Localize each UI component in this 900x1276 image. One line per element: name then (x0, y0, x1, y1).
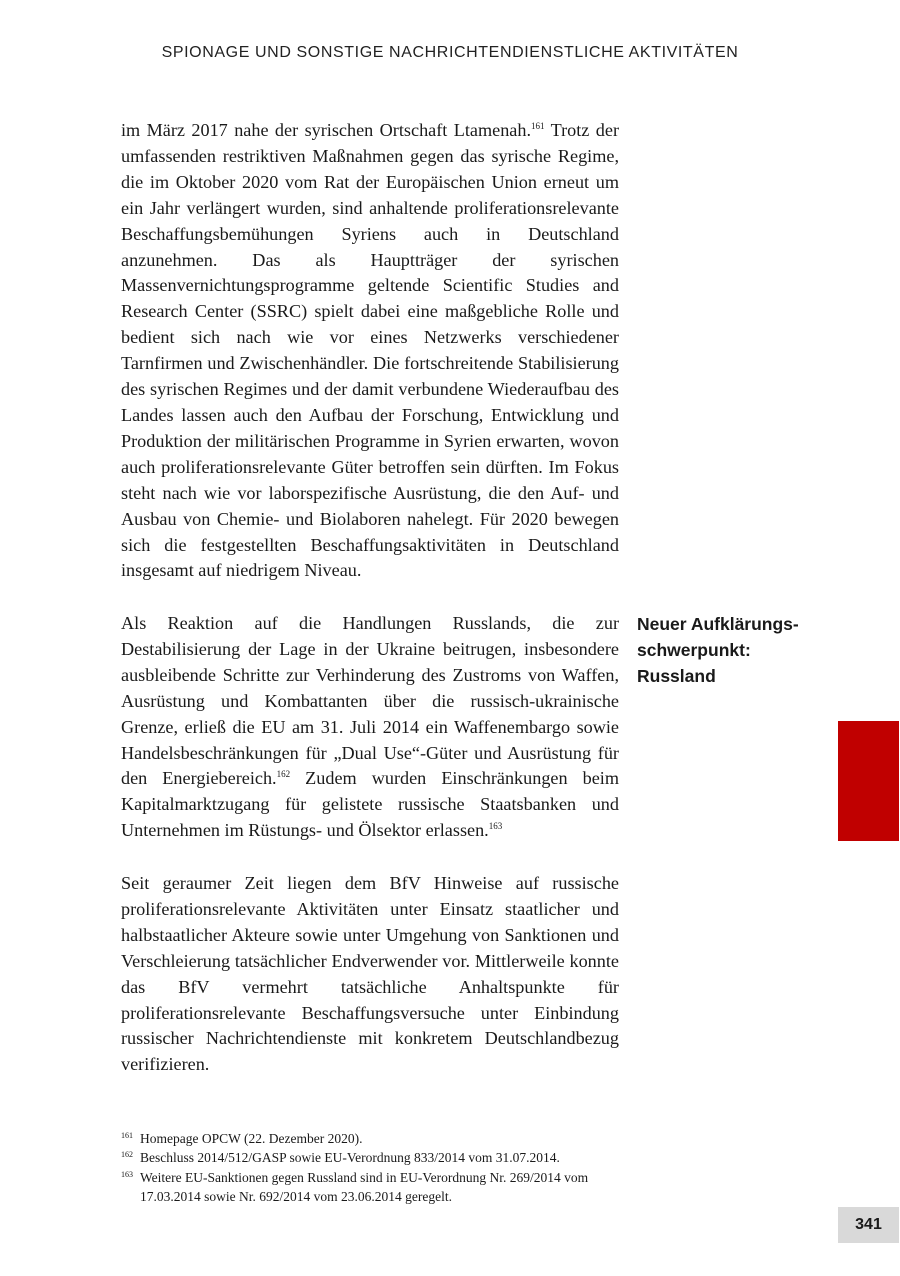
page-number: 341 (838, 1207, 899, 1243)
footnote-161 (121, 1129, 621, 1148)
paragraph-text: Als Reaktion auf die Handlungen Russlands, die zur Destabilisierung der Lage in der Ukraine beitrugen, insbesondere ausbleibende Schritte zur Verhinderung des Zustroms von Waffen, Ausrüstung und Kombattanten über die russisch-ukrainische Grenze, erließ die EU am 31. Juli 2014 ein Waffenembargo sowie Handelsbeschränkungen für „Dual Use“-Güter und Ausrüstung für den Energiebereich. (121, 613, 619, 789)
body-paragraph-3 (121, 871, 619, 1078)
footnote-text: Homepage OPCW (22. Dezember 2020). (140, 1131, 363, 1146)
paragraph-text: Zudem wurden Einschränkungen beim Kapitalmarktzugang für gelistete russische Staatsbanken und Unternehmen im Rüstungs- und Ölsektor erlassen. (121, 768, 620, 841)
chapter-tab-marker (838, 721, 899, 841)
footnote-number: 162 (121, 1150, 133, 1160)
footnote-163 (121, 1168, 621, 1207)
footnote-162 (121, 1148, 621, 1167)
footnote-ref-162: 162 (276, 769, 291, 780)
margin-note-line: Russland (637, 666, 716, 686)
footnote-text: Weitere EU-Sanktionen gegen Russland sind in EU-Verordnung Nr. 269/2014 vom 17.03.2014 sowie Nr. 692/2014 vom 23.06.2014 geregelt. (140, 1169, 589, 1205)
footnote-number: 163 (121, 1169, 133, 1179)
paragraph-text: im März 2017 nahe der syrischen Ortschaft Ltamenah. (121, 120, 532, 140)
margin-note-line: schwerpunkt: (637, 640, 751, 660)
body-paragraph-2 (121, 611, 619, 844)
footnote-number: 161 (121, 1131, 133, 1140)
paragraph-text: Trotz der umfassenden restriktiven Maßnahmen gegen das syrische Regime, die im Oktober 2020 vom Rat der Europäischen Union erneut um ein Jahr verlängert wurden, sind anhaltende proliferationsrelevante Beschaffungsbemühungen Syriens auch in Deutschland anzunehmen. Das als Hauptträger der syrischen Massenvernichtungsprogramme geltende Scientific Studies and Research Center (SSRC) spielt dabei eine maßgebliche Rolle und bedient sich nach wie vor eines Netzwerks verschiedener Tarnfirmen und Zwischenhändler. Die fortschreitende Stabilisierung des syrischen Regimes und der damit verbundene Wiederaufbau des Landes lassen auch den Aufbau der Forschung, Entwicklung und Produktion der militärischen Programme in Syrien erwarten, wovon auch proliferationsrelevante Güter betroffen sein dürften. Im Fokus steht nach wie vor laborspezifische Ausrüstung, die den Auf- und Ausbau von Chemie- und Biolaboren nahelegt. Für 2020 bewegen sich die festgestellten Beschaffungsaktivitäten in Deutschland insgesamt auf niedrigem Niveau. (121, 120, 619, 581)
running-header: SPIONAGE UND SONSTIGE NACHRICHTENDIENSTLICHE AKTIVITÄTEN (161, 44, 739, 61)
margin-note-line: Neuer Aufklärungs- (637, 614, 799, 634)
margin-note-heading (637, 611, 827, 689)
footnotes (121, 1129, 621, 1207)
footnote-ref-163: 163 (488, 821, 503, 832)
footnote-ref-161: 161 (531, 121, 545, 131)
body-paragraph-1 (121, 118, 619, 584)
footnote-text: Beschluss 2014/512/GASP sowie EU-Verordnung 833/2014 vom 31.07.2014. (140, 1150, 560, 1166)
paragraph-text: Seit geraumer Zeit liegen dem BfV Hinweise auf russische proliferationsrelevante Aktivitäten unter Einsatz staatlicher und halbstaatlicher Akteure sowie unter Umgehung von Sanktionen und Verschleierung tatsächlicher Endverwender vor. Mittlerweile konnte das BfV vermehrt tatsächliche Anhaltspunkte für proliferationsrelevante Beschaffungsversuche unter Einbindung russischer Nachrichtendienste mit konkretem Deutschlandbezug verifizieren. (121, 873, 619, 1075)
